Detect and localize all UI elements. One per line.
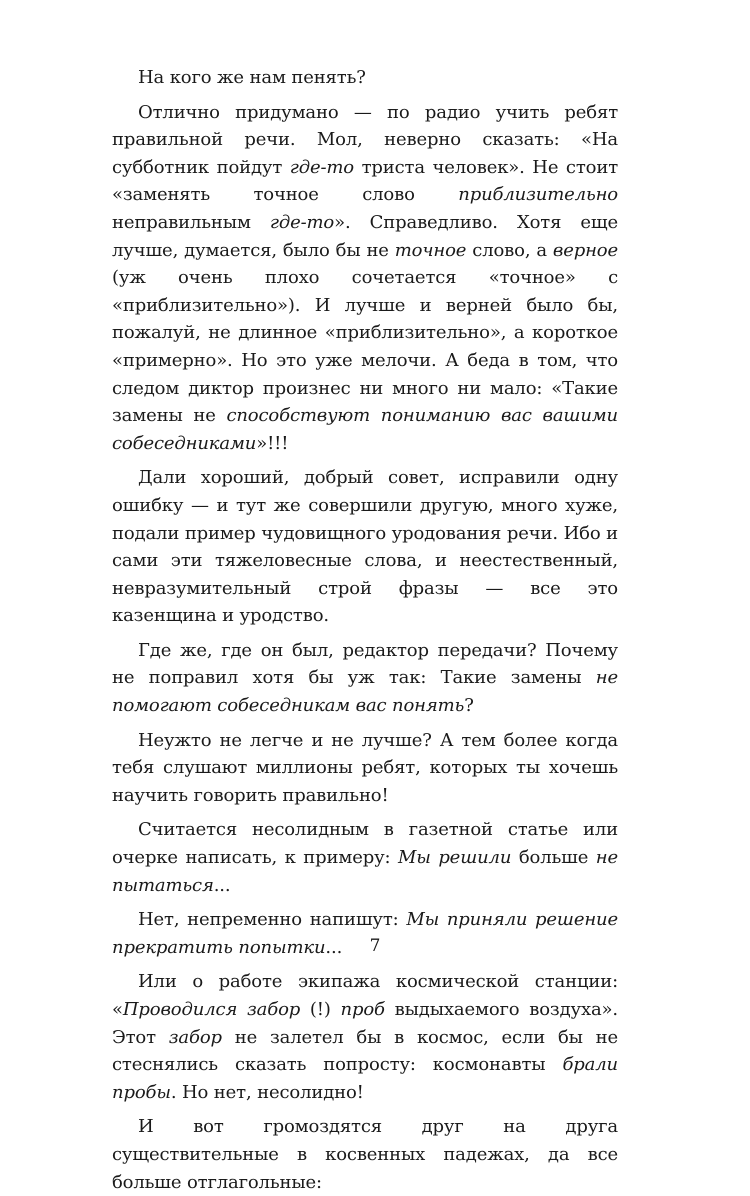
text-run: Где же, где он был, редактор передачи? Почему не поправил хотя бы уж так: Такие замены — [112, 639, 618, 689]
text-run: Нет, непременно напишут: — [138, 909, 407, 931]
paragraph — [112, 968, 618, 1106]
text-run: Дали хороший, добрый совет, исправили одну ошибку — и тут же совершили другую, много хуже, подали пример чудовищного уродования речи. Ибо и сами эти тяжеловесные слова, и неестественный, невразумительный строй фразы — все это казенщина и уродство. — [112, 467, 618, 627]
text-run: триста человек». Не стоит «заменять точное слово — [112, 156, 618, 206]
italic-text: не помогают собеседникам вас понять — [112, 667, 618, 717]
text-run: больше — [511, 847, 596, 869]
paragraph — [112, 727, 618, 810]
text-run: Считается несолидным в газетной статье или очерке написать, к примеру: — [112, 819, 618, 869]
text-run: Отлично придумано — по радио учить ребят правильной речи. Мол, неверно сказать: «На субботник пойдут — [112, 101, 618, 178]
paragraph — [112, 816, 618, 899]
text-run: ... — [325, 936, 343, 958]
text-run: На кого же нам пенять? — [138, 67, 366, 88]
italic-text: верное — [552, 239, 618, 261]
italic-text: забор — [168, 1026, 222, 1048]
paragraph — [112, 99, 618, 458]
text-run: (!) — [300, 999, 341, 1020]
paragraph — [112, 464, 618, 630]
text-run: не залетел бы в космос, если бы не стеснялись сказать попросту: космонавты — [112, 1026, 618, 1076]
italic-text: точное — [394, 239, 467, 261]
text-run: (уж очень плохо сочетается «точное» с «приблизительно»). И лучше и верней было бы, пожалуй, не длинное «приблизительно», а короткое «примерно». Но это уже мелочи. А беда в том, что следом диктор произнес ни много ни мало: «Такие замены не — [112, 267, 618, 427]
text-run: . Но нет, несолидно! — [170, 1081, 364, 1103]
text-run: Неужто не легче и не лучше? А тем более когда тебя слушают миллионы ребят, которых ты хочешь научить говорить правильно! — [112, 729, 618, 806]
page-number: 7 — [369, 936, 381, 956]
text-run: »!!! — [256, 432, 289, 454]
text-run: выдыхаемого воздуха». Этот — [112, 999, 618, 1048]
italic-text: способствуют пониманию вас вашими собеседниками — [112, 405, 618, 454]
text-run: И вот громоздятся друг на друга существительные в косвенных падежах, да все больше отглагольные: — [112, 1116, 618, 1193]
text-run: ... — [213, 874, 231, 896]
page-text — [112, 64, 618, 1196]
italic-text: Мы решили — [397, 847, 512, 869]
italic-text: брали пробы — [112, 1054, 618, 1103]
paragraph — [112, 1113, 618, 1196]
paragraph — [112, 637, 618, 720]
italic-text: приблизительно — [458, 184, 618, 206]
italic-text: проб — [340, 999, 385, 1020]
italic-text: не пытаться — [112, 847, 618, 896]
text-run: Или о работе экипажа космической станции: « — [112, 971, 618, 1020]
text-run: неправильным — [112, 211, 270, 233]
text-run: слово, а — [466, 239, 553, 261]
paragraph — [112, 64, 618, 92]
text-run: ? — [464, 695, 474, 717]
italic-text: Мы приняли решение прекратить попытки — [112, 909, 618, 958]
italic-text: Проводился забор — [122, 999, 301, 1020]
italic-text: где-то — [269, 211, 335, 233]
text-run: ». Справедливо. Хотя еще лучше, думается, было бы не — [112, 211, 618, 261]
italic-text: где-то — [289, 156, 354, 178]
